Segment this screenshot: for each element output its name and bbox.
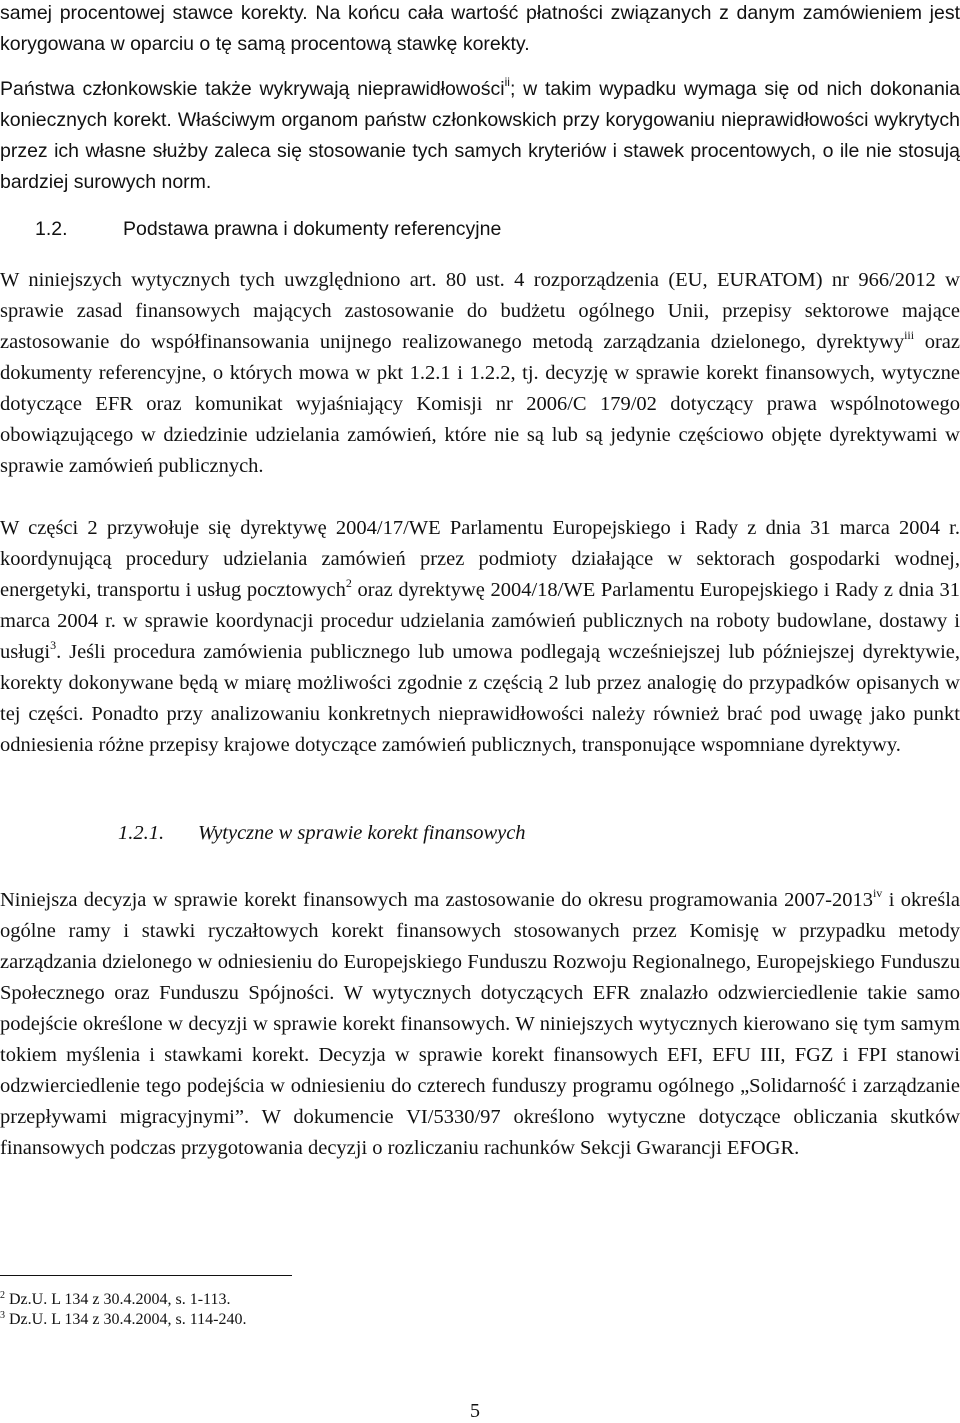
footnote-number: 3 [0,1310,5,1321]
paragraph-text: Państwa członkowskie także wykrywają nieprawidłowości [0,78,505,100]
footnote-2 [0,1290,230,1310]
footnote-text: Dz.U. L 134 z 30.4.2004, s. 114-240. [9,1311,247,1328]
endnote-marker: ii [504,75,510,89]
footnote-number: 2 [0,1290,5,1301]
footnote-text: Dz.U. L 134 z 30.4.2004, s. 1-113. [9,1291,231,1308]
paragraph-text: samej procentowej stawce korekty. Na końcu cała wartość płatności związanych z danym zamówieniem jest korygowana w oparciu o tę samą procentową stawkę korekty. [0,2,960,55]
paragraph-directives [0,513,960,761]
paragraph-text: i określa ogólne ramy i stawki ryczałtowych korekt finansowych stosowanych przez Komisję w przypadku metody zarządzania dzielonego w odniesieniu do Europejskiego Funduszu Rozwoju Regionalnego, Europejskiego Funduszu Społecznego oraz Funduszu Spójności. W wytycznych dotyczących EFR znalazło odzwierciedlenie takie samo podejście określone w decyzji w sprawie korekt finansowych. W niniejszych wytycznych kierowano się tym samym tokiem myślenia i stawkami korekt. Decyzja w sprawie korekt finansowych EFI, EFU III, FGZ i FPI stanowi odzwierciedlenie tego podejścia w odniesieniu do czterech funduszy programu ogólnego „Solidarność i zarządzanie przepływami migracyjnymi”. W dokumencie VI/5330/97 określono wytyczne dotyczące obliczania skutków finansowych podczas przygotowania decyzji o rozliczaniu rachunków Sekcji Gwarancji EFOGR. [0,889,960,1159]
endnote-marker: iv [872,886,883,900]
paragraph-text: oraz dyrektywę 2004/18/WE Parlamentu Europejskiego i Rady z dnia 31 marca 2004 r. w sprawie koordynacji procedur udzielania zamówień publicznych na roboty budowlane, dostawy i usługi [0,579,960,663]
paragraph-text: oraz dokumenty referencyjne, o których mowa w pkt 1.2.1 i 1.2.2, tj. decyzję w sprawie korekt finansowych, wytyczne dotyczące EFR oraz komunikat wyjaśniający Komisji nr 2006/C 179/02 dotyczący prawa wspólnotowego obowiązującego w dziedzinie udzielania zamówień, które nie są lub są jedynie częściowo objęte dyrektywami w sprawie zamówień publicznych. [0,331,960,477]
paragraph-text: . Jeśli procedura zamówienia publicznego lub umowa podlegają wcześniejszej lub późniejszej dyrektywie, korekty dokonywane będą w miarę możliwości zgodnie z częścią 2 lub przez analogię do przypadków opisanych w tej części. Ponadto przy analizowaniu konkretnych nieprawidłowości należy również brać pod uwagę jako punkt odniesienia różne przepisy krajowe dotyczące zamówień publicznych, transponujące wspomniane dyrektywy. [0,641,960,756]
paragraph-text: W części 2 przywołuje się dyrektywę 2004/17/WE Parlamentu Europejskiego i Rady z dnia 31 marca 2004 r. koordynującą procedury udzielania zamówień przez podmioty działające w sektorach gospodarki wodnej, energetyki, transportu i usług pocztowych [0,517,960,601]
footnote-marker: 3 [50,638,57,652]
section-number: 1.2.1. [118,822,165,844]
paragraph-text: W niniejszych wytycznych tych uwzględniono art. 80 ust. 4 rozporządzenia (EU, EURATOM) nr 966/2012 w sprawie zasad finansowych mających zastosowanie do budżetu ogólnego Unii, przepisy sektorowe mające zastosowanie do współfinansowania unijnego realizowanego metodą zarządzania dzielonego, dyrektywy [0,269,960,353]
endnote-marker: iii [904,328,915,342]
section-title: Wytyczne w sprawie korekt finansowych [198,822,526,844]
footnote-marker: 2 [345,576,352,590]
paragraph-financial-corrections-decision [0,885,960,1164]
paragraph-correction-rate [0,0,960,60]
section-title: Podstawa prawna i dokumenty referencyjne [123,218,502,240]
footnote-separator [0,1275,292,1276]
footnote-3 [0,1310,246,1330]
paragraph-text: ; w takim wypadku wymaga się od nich dokonania koniecznych korekt. Właściwym organom państw członkowskich przy korygowaniu nieprawidłowości wykrytych przez ich własne służby zaleca się stosowanie tych samych kryteriów i stawek procentowych, o ile nie stosują bardziej surowych norm. [0,78,960,193]
paragraph-text: Niniejsza decyzja w sprawie korekt finansowych ma zastosowanie do okresu programowania 2007-2013 [0,889,873,911]
section-number: 1.2. [35,218,68,240]
paragraph-legal-basis [0,265,960,482]
paragraph-member-states [0,74,960,198]
page-number: 5 [470,1400,480,1422]
